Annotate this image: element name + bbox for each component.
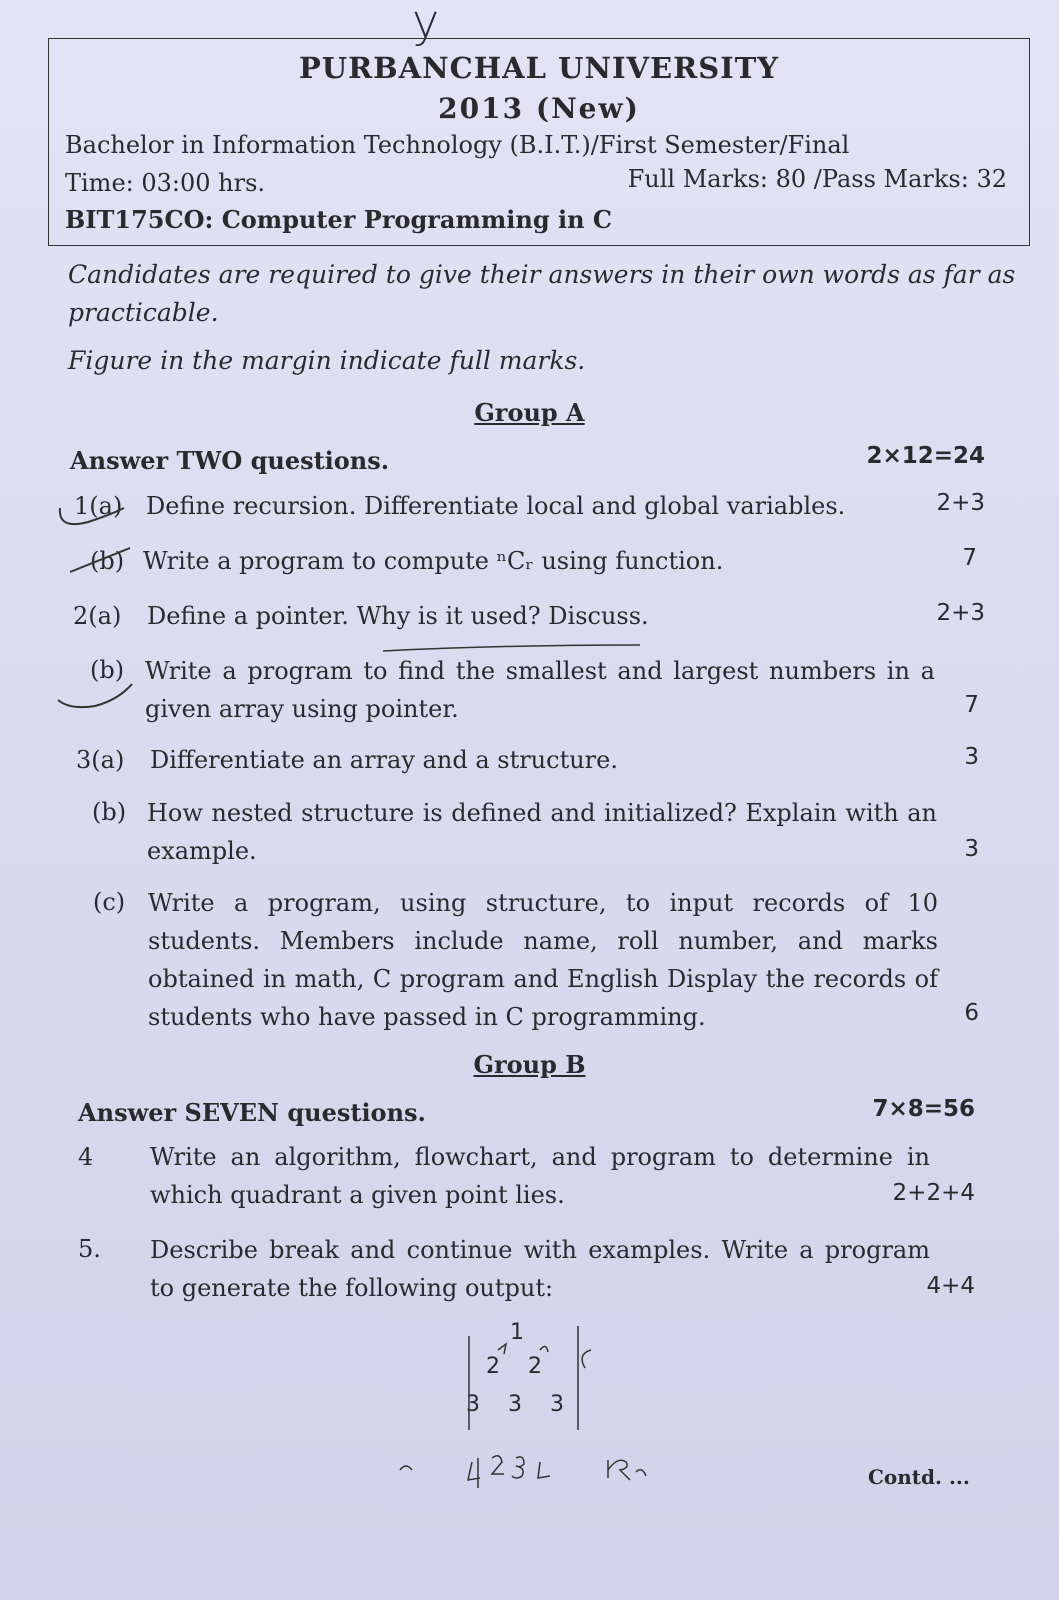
question-text: Write a program to find the smallest and largest numbers in a given array using pointer. — [145, 657, 935, 723]
question-number: 4 — [78, 1143, 94, 1171]
question-number: (b) — [90, 547, 125, 575]
question-number: 2(a) — [73, 602, 122, 630]
pattern-row2-b: 2 — [528, 1354, 542, 1379]
pen-scribble-2 — [582, 1350, 591, 1368]
handwritten-page-number: y — [412, 0, 440, 48]
group-b-instruction: Answer SEVEN questions. — [78, 1098, 426, 1127]
question-number: 5. — [78, 1235, 101, 1263]
pen-strike-1b — [70, 548, 130, 572]
exam-time: Time: 03:00 hrs. — [65, 169, 266, 197]
question-marks: 7 — [964, 692, 979, 718]
pen-scribble-1 — [498, 1344, 548, 1354]
university-name: PURBANCHAL UNIVERSITY — [298, 51, 780, 85]
group-a-title: Group A — [474, 398, 585, 427]
question-number: 1(a) — [74, 492, 123, 520]
question-number: (b) — [90, 656, 125, 684]
program-line: Bachelor in Information Technology (B.I.T.)/First Semester/Final — [65, 131, 850, 159]
pen-underline-2a — [383, 645, 640, 651]
question-text: Write a program, using structure, to input records of 10 students. Members include name, roll number, and marks obtained in math, C program and English Display the records of students who have passed in C programming. — [148, 889, 938, 1031]
group-b-marks: 7×8=56 — [872, 1096, 975, 1122]
pattern-row3-c: 3 — [550, 1392, 564, 1417]
question-marks: 3 — [964, 744, 979, 770]
exam-marks: Full Marks: 80 /Pass Marks: 32 — [627, 165, 1007, 193]
question-number: (b) — [92, 798, 127, 826]
question-marks: 7 — [962, 545, 977, 571]
question-text: Differentiate an array and a structure. — [150, 746, 618, 774]
question-text: Describe break and continue with examples. Write a program to generate the following output: — [150, 1236, 930, 1302]
question-marks: 2+3 — [936, 600, 985, 626]
question-marks: 2+2+4 — [892, 1180, 975, 1206]
pattern-row3-a: 3 — [466, 1392, 480, 1417]
question-text: Define a pointer. Why is it used? Discuss. — [147, 602, 649, 630]
pen-tick-2b — [58, 684, 132, 707]
pattern-row2-a: 2 — [486, 1354, 500, 1379]
question-text: How nested structure is defined and initialized? Explain with an example. — [147, 799, 937, 865]
question-text: Write an algorithm, flowchart, and program to determine in which quadrant a given point lies. — [150, 1143, 930, 1209]
pen-bottom-scribbles — [400, 1456, 646, 1488]
question-marks: 3 — [964, 836, 979, 862]
group-b-title: Group B — [473, 1050, 586, 1079]
exam-year: 2013 (New) — [438, 92, 640, 125]
continued-label: Contd. ... — [868, 1465, 970, 1489]
group-a-instruction: Answer TWO questions. — [70, 446, 390, 475]
pen-tick-1a — [60, 508, 124, 524]
instruction-answers: Candidates are required to give their answers in their own words as far as practicable. — [68, 260, 1016, 327]
question-number: 3(a) — [76, 746, 125, 774]
pattern-row3-b: 3 — [508, 1392, 522, 1417]
question-number: (c) — [93, 888, 126, 916]
course-title: BIT175CO: Computer Programming in C — [65, 205, 612, 234]
question-text: Write a program to compute ⁿCᵣ using function. — [143, 547, 724, 575]
group-a-marks: 2×12=24 — [866, 443, 985, 469]
question-text: Define recursion. Differentiate local and global variables. — [146, 492, 846, 520]
question-marks: 2+3 — [936, 490, 985, 516]
question-marks: 4+4 — [926, 1273, 975, 1299]
question-marks: 6 — [964, 1000, 979, 1026]
pattern-row1: 1 — [510, 1320, 524, 1345]
instruction-marks: Figure in the margin indicate full marks. — [68, 346, 586, 375]
